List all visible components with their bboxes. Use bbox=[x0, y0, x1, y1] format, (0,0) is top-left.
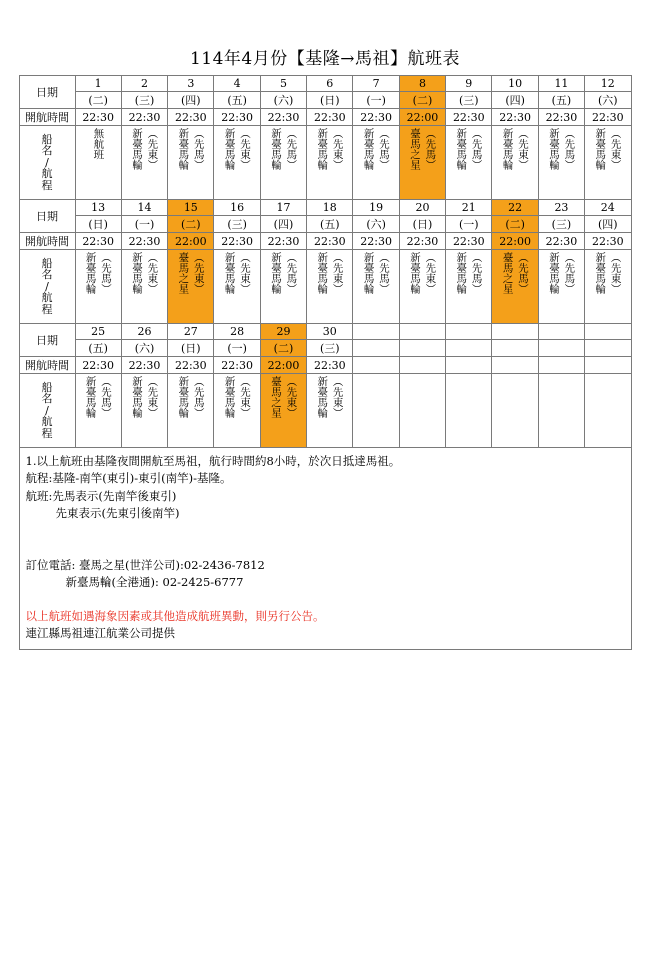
ship-route-cell bbox=[214, 374, 260, 448]
route-direction-text: （先東） bbox=[146, 127, 159, 170]
ship-route-content bbox=[168, 252, 213, 322]
day-number-cell bbox=[492, 324, 538, 340]
ship-route-content bbox=[353, 252, 398, 322]
route-direction-text: （先馬） bbox=[470, 127, 483, 170]
route-direction-text: （先馬） bbox=[470, 251, 483, 294]
flight-schedule-page bbox=[0, 44, 650, 963]
weekday-row bbox=[19, 216, 631, 233]
ship-route-cell bbox=[121, 374, 167, 448]
departure-time-cell: 22:30 bbox=[168, 357, 214, 374]
ship-route-label-char: 船 bbox=[41, 132, 53, 146]
route-direction-text: （先東） bbox=[239, 375, 252, 418]
ship-route-cell bbox=[260, 126, 306, 200]
note-line-4: 先東表示(先東引後南竿) bbox=[55, 506, 180, 521]
weekday-cell: (日) bbox=[75, 216, 121, 233]
weekday-cell bbox=[446, 340, 492, 357]
date-row-label: 日期 bbox=[19, 76, 75, 109]
ship-name-text: 新臺馬輪 bbox=[177, 375, 190, 418]
ship-name-text: 新臺馬輪 bbox=[362, 251, 375, 294]
route-direction-text: （先馬） bbox=[516, 251, 529, 294]
day-number-cell: 8 bbox=[399, 76, 445, 92]
departure-time-cell: 22:00 bbox=[492, 233, 538, 250]
route-direction-text: （先東） bbox=[192, 251, 205, 294]
route-direction-text: （先東） bbox=[331, 127, 344, 170]
ship-name-text: 新臺馬輪 bbox=[455, 127, 468, 170]
departure-time-cell bbox=[353, 357, 399, 374]
day-number-cell bbox=[538, 324, 584, 340]
departure-time-cell: 22:00 bbox=[399, 109, 445, 126]
departure-time-cell: 22:30 bbox=[121, 109, 167, 126]
route-direction-text: （先東） bbox=[146, 375, 159, 418]
date-row bbox=[19, 324, 631, 340]
ship-route-label-char: 船 bbox=[41, 256, 53, 270]
day-number-cell: 28 bbox=[214, 324, 260, 340]
departure-time-cell: 22:30 bbox=[307, 233, 353, 250]
departure-time-row-label: 開航時間 bbox=[19, 109, 75, 126]
departure-time-cell: 22:30 bbox=[307, 109, 353, 126]
departure-time-cell bbox=[585, 357, 631, 374]
day-number-cell: 4 bbox=[214, 76, 260, 92]
ship-route-label-char: 程 bbox=[41, 178, 53, 192]
weekday-cell: (四) bbox=[585, 216, 631, 233]
ship-name-text: 新臺馬輪 bbox=[594, 251, 607, 294]
weekday-cell: (一) bbox=[214, 340, 260, 357]
departure-time-cell: 22:30 bbox=[214, 109, 260, 126]
ship-route-label-char: 航 bbox=[41, 167, 53, 181]
day-number-cell bbox=[399, 324, 445, 340]
departure-time-cell: 22:30 bbox=[307, 357, 353, 374]
ship-name-text: 新臺馬輪 bbox=[130, 127, 143, 170]
day-number-cell: 12 bbox=[585, 76, 631, 92]
ship-route-row bbox=[19, 374, 631, 448]
schedule-table bbox=[19, 75, 632, 448]
weekday-cell: (日) bbox=[307, 92, 353, 109]
ship-route-row bbox=[19, 250, 631, 324]
ship-route-content bbox=[307, 376, 352, 446]
day-number-cell: 26 bbox=[121, 324, 167, 340]
route-direction-text: （先馬） bbox=[378, 251, 390, 294]
weekday-row bbox=[19, 92, 631, 109]
route-direction-text: （先馬） bbox=[424, 127, 437, 170]
note-line-2: 航程:基隆-南竿(東引)-東引(南竿)-基隆。 bbox=[25, 471, 232, 486]
day-number-cell: 11 bbox=[538, 76, 584, 92]
ship-route-label-char: 船 bbox=[41, 380, 53, 394]
ship-route-label-char: 名 bbox=[41, 144, 53, 158]
weekday-cell: (五) bbox=[75, 340, 121, 357]
weekday-cell: (六) bbox=[121, 340, 167, 357]
weekday-cell: (二) bbox=[168, 216, 214, 233]
booking-phone-taimastar: 臺馬之星(世洋公司):02-2436-7812 bbox=[79, 557, 265, 572]
ship-route-cell bbox=[446, 250, 492, 324]
ship-name-text: 新臺馬輪 bbox=[223, 127, 236, 170]
ship-route-row-label bbox=[19, 250, 75, 324]
departure-time-cell: 22:30 bbox=[168, 109, 214, 126]
day-number-cell: 7 bbox=[353, 76, 399, 92]
departure-time-cell: 22:30 bbox=[353, 109, 399, 126]
ship-name-text: 新臺馬輪 bbox=[269, 251, 282, 294]
weekday-cell: (五) bbox=[538, 92, 584, 109]
weekday-cell: (一) bbox=[121, 216, 167, 233]
weekday-cell: (三) bbox=[121, 92, 167, 109]
weekday-cell: (六) bbox=[260, 92, 306, 109]
departure-time-cell: 22:30 bbox=[75, 357, 121, 374]
route-direction-text: （先馬） bbox=[563, 251, 576, 294]
date-row-label: 日期 bbox=[19, 200, 75, 233]
ship-name-text: 新臺馬輪 bbox=[408, 251, 421, 294]
departure-time-cell: 22:30 bbox=[399, 233, 445, 250]
route-direction-text: （先馬） bbox=[100, 251, 113, 294]
ship-route-content bbox=[446, 376, 491, 446]
ship-route-row-label bbox=[19, 374, 75, 448]
departure-time-row bbox=[19, 357, 631, 374]
ship-route-cell bbox=[168, 374, 214, 448]
day-number-cell: 18 bbox=[307, 200, 353, 216]
ship-route-content bbox=[214, 252, 259, 322]
date-row-label: 日期 bbox=[19, 324, 75, 357]
no-service-text: 無航班 bbox=[92, 127, 105, 159]
ship-name-text: 新臺馬輪 bbox=[594, 127, 607, 170]
ship-route-label-char: / bbox=[45, 403, 49, 417]
day-number-cell: 2 bbox=[121, 76, 167, 92]
route-direction-text: （先東） bbox=[239, 127, 252, 170]
ship-route-content bbox=[585, 252, 630, 322]
departure-time-cell: 22:30 bbox=[260, 233, 306, 250]
day-number-cell: 20 bbox=[399, 200, 445, 216]
notes-spacer bbox=[26, 523, 625, 539]
ship-route-content bbox=[492, 376, 537, 446]
departure-time-cell: 22:30 bbox=[260, 109, 306, 126]
page-title: 114年4月份【基隆→馬祖】航班表 bbox=[189, 49, 460, 69]
ship-route-content bbox=[585, 376, 630, 446]
ship-name-text: 新臺馬輪 bbox=[177, 127, 190, 170]
departure-time-cell bbox=[492, 357, 538, 374]
weekday-cell bbox=[538, 340, 584, 357]
schedule-table-body bbox=[19, 76, 631, 448]
weekday-cell: (三) bbox=[307, 340, 353, 357]
ship-route-content bbox=[400, 252, 445, 322]
ship-route-cell bbox=[307, 126, 353, 200]
ship-route-row-label bbox=[19, 126, 75, 200]
day-number-cell: 9 bbox=[446, 76, 492, 92]
ship-route-content bbox=[353, 376, 398, 446]
departure-time-cell: 22:00 bbox=[168, 233, 214, 250]
ship-route-label-char: 航 bbox=[41, 415, 53, 429]
ship-route-cell bbox=[399, 374, 445, 448]
ship-route-content bbox=[446, 252, 491, 322]
route-direction-text: （先東） bbox=[331, 375, 344, 418]
departure-time-cell: 22:30 bbox=[538, 109, 584, 126]
weekday-cell: (二) bbox=[75, 92, 121, 109]
ship-name-text: 新臺馬輪 bbox=[84, 251, 97, 294]
booking-phone-label: 訂位電話: bbox=[25, 557, 76, 572]
ship-route-cell bbox=[446, 374, 492, 448]
departure-time-row-label: 開航時間 bbox=[19, 233, 75, 250]
weekday-cell: (六) bbox=[353, 216, 399, 233]
ship-route-content bbox=[539, 376, 584, 446]
ship-route-cell bbox=[585, 374, 631, 448]
ship-name-text: 新臺馬輪 bbox=[130, 251, 143, 294]
ship-route-content bbox=[122, 376, 167, 446]
ship-route-cell bbox=[353, 126, 399, 200]
ship-route-cell bbox=[168, 126, 214, 200]
day-number-cell bbox=[446, 324, 492, 340]
ship-route-label-char: 名 bbox=[41, 392, 53, 406]
weekday-cell: (二) bbox=[492, 216, 538, 233]
ship-route-cell bbox=[75, 250, 121, 324]
route-direction-text: （先馬） bbox=[192, 127, 205, 170]
ship-route-content bbox=[307, 128, 352, 198]
date-row bbox=[19, 200, 631, 216]
departure-time-cell: 22:30 bbox=[353, 233, 399, 250]
weekday-cell: (五) bbox=[307, 216, 353, 233]
day-number-cell: 15 bbox=[168, 200, 214, 216]
ship-route-cell bbox=[399, 126, 445, 200]
ship-route-content bbox=[76, 376, 121, 446]
ship-name-text: 新臺馬輪 bbox=[316, 127, 329, 170]
route-direction-text: （先東） bbox=[424, 251, 437, 294]
ship-route-cell bbox=[260, 250, 306, 324]
day-number-cell: 29 bbox=[260, 324, 306, 340]
route-direction-text: （先東） bbox=[239, 251, 252, 294]
ship-route-cell bbox=[585, 126, 631, 200]
ship-route-content bbox=[76, 128, 121, 198]
ship-route-label-char: / bbox=[45, 155, 49, 169]
day-number-cell: 17 bbox=[260, 200, 306, 216]
ship-route-content bbox=[122, 252, 167, 322]
ship-route-content bbox=[168, 128, 213, 198]
weekday-cell: (二) bbox=[399, 92, 445, 109]
booking-phone-row bbox=[26, 557, 625, 574]
ship-route-content bbox=[400, 128, 445, 198]
day-number-cell: 16 bbox=[214, 200, 260, 216]
ship-route-content bbox=[492, 252, 537, 322]
weekday-cell: (四) bbox=[260, 216, 306, 233]
weekday-cell: (日) bbox=[168, 340, 214, 357]
departure-time-cell: 22:30 bbox=[585, 109, 631, 126]
notes-spacer-3 bbox=[26, 592, 625, 608]
departure-time-cell: 22:30 bbox=[75, 109, 121, 126]
ship-route-cell bbox=[492, 374, 538, 448]
ship-route-content bbox=[585, 128, 630, 198]
ship-name-text: 新臺馬輪 bbox=[501, 127, 514, 170]
ship-route-cell bbox=[492, 250, 538, 324]
day-number-cell bbox=[353, 324, 399, 340]
departure-time-row bbox=[19, 233, 631, 250]
ship-route-cell bbox=[492, 126, 538, 200]
ship-route-content bbox=[539, 128, 584, 198]
weekday-row bbox=[19, 340, 631, 357]
route-direction-text: （先東） bbox=[331, 251, 344, 294]
weekday-cell: (一) bbox=[353, 92, 399, 109]
ship-route-cell bbox=[121, 126, 167, 200]
day-number-cell: 13 bbox=[75, 200, 121, 216]
route-direction-text: （先東） bbox=[609, 127, 622, 170]
route-direction-text: （先馬） bbox=[100, 375, 113, 418]
ship-route-cell bbox=[353, 250, 399, 324]
ship-route-cell bbox=[214, 250, 260, 324]
day-number-cell: 21 bbox=[446, 200, 492, 216]
ship-route-cell bbox=[538, 126, 584, 200]
ship-name-text: 新臺馬輪 bbox=[223, 251, 236, 294]
departure-time-cell: 22:00 bbox=[260, 357, 306, 374]
departure-time-cell: 22:30 bbox=[446, 233, 492, 250]
ship-route-content bbox=[446, 128, 491, 198]
ship-route-content bbox=[492, 128, 537, 198]
weekday-cell: (三) bbox=[214, 216, 260, 233]
ship-route-content bbox=[307, 252, 352, 322]
weekday-cell bbox=[399, 340, 445, 357]
ship-route-cell bbox=[307, 250, 353, 324]
ship-route-cell bbox=[168, 250, 214, 324]
ship-route-cell bbox=[399, 250, 445, 324]
ship-name-text: 新臺馬輪 bbox=[316, 375, 329, 418]
departure-time-cell bbox=[538, 357, 584, 374]
ship-route-content bbox=[214, 128, 259, 198]
ship-route-content bbox=[261, 128, 306, 198]
day-number-cell bbox=[585, 324, 631, 340]
ship-route-cell bbox=[585, 250, 631, 324]
weekday-cell: (五) bbox=[214, 92, 260, 109]
ship-route-cell bbox=[214, 126, 260, 200]
day-number-cell: 25 bbox=[75, 324, 121, 340]
notes-spacer-2 bbox=[26, 539, 625, 555]
ship-name-text: 新臺馬輪 bbox=[547, 127, 560, 170]
ship-route-row bbox=[19, 126, 631, 200]
day-number-cell: 5 bbox=[260, 76, 306, 92]
route-direction-text: （先馬） bbox=[285, 127, 298, 170]
ship-route-cell bbox=[353, 374, 399, 448]
route-direction-text: （先東） bbox=[609, 251, 622, 294]
ship-route-cell bbox=[446, 126, 492, 200]
ship-name-text: 臺馬之星 bbox=[269, 375, 282, 418]
departure-time-cell: 22:30 bbox=[121, 357, 167, 374]
departure-time-cell bbox=[446, 357, 492, 374]
ship-route-content bbox=[168, 376, 213, 446]
ship-route-content bbox=[353, 128, 398, 198]
ship-name-text: 新臺馬輪 bbox=[130, 375, 143, 418]
day-number-cell: 6 bbox=[307, 76, 353, 92]
weekday-cell bbox=[585, 340, 631, 357]
day-number-cell: 1 bbox=[75, 76, 121, 92]
day-number-cell: 23 bbox=[538, 200, 584, 216]
departure-time-cell: 22:30 bbox=[492, 109, 538, 126]
route-direction-text: （先馬） bbox=[192, 375, 205, 418]
ship-name-text: 新臺馬輪 bbox=[84, 375, 97, 418]
weekday-cell: (六) bbox=[585, 92, 631, 109]
ship-route-cell bbox=[307, 374, 353, 448]
weather-warning-text: 以上航班如遇海象因素或其他造成航班異動，則另行公告。 bbox=[25, 608, 325, 623]
day-number-cell: 14 bbox=[121, 200, 167, 216]
ship-route-cell bbox=[75, 374, 121, 448]
booking-phone-xintaima: 新臺馬輪(全港通): 02-2425-6777 bbox=[65, 575, 244, 590]
ship-name-text: 新臺馬輪 bbox=[455, 251, 468, 294]
ship-name-text: 臺馬之星 bbox=[177, 251, 190, 294]
ship-name-text: 新臺馬輪 bbox=[223, 375, 236, 418]
weekday-cell: (三) bbox=[446, 92, 492, 109]
departure-time-cell: 22:30 bbox=[585, 233, 631, 250]
ship-route-content bbox=[122, 128, 167, 198]
weekday-cell bbox=[353, 340, 399, 357]
route-direction-text: （先東） bbox=[516, 127, 529, 170]
weekday-cell: (二) bbox=[260, 340, 306, 357]
day-number-cell: 19 bbox=[353, 200, 399, 216]
departure-time-cell: 22:30 bbox=[75, 233, 121, 250]
ship-route-label-char: / bbox=[45, 279, 49, 293]
route-direction-text: （先馬） bbox=[378, 127, 390, 170]
ship-route-label-char: 程 bbox=[41, 302, 53, 316]
day-number-cell: 24 bbox=[585, 200, 631, 216]
weekday-cell: (日) bbox=[399, 216, 445, 233]
ship-name-text: 臺馬之星 bbox=[408, 127, 421, 170]
departure-time-cell bbox=[399, 357, 445, 374]
ship-route-content bbox=[76, 252, 121, 322]
day-number-cell: 30 bbox=[307, 324, 353, 340]
day-number-cell: 10 bbox=[492, 76, 538, 92]
note-line-3: 航班:先馬表示(先南竿後東引) bbox=[25, 488, 177, 503]
departure-time-row-label: 開航時間 bbox=[19, 357, 75, 374]
ship-route-label-char: 名 bbox=[41, 268, 53, 282]
note-line-1: 1.以上航班由基隆夜間開航至馬祖，航行時間約8小時，於次日抵達馬祖。 bbox=[25, 454, 401, 468]
ship-route-content bbox=[261, 376, 306, 446]
weekday-cell: (四) bbox=[492, 92, 538, 109]
ship-name-text: 新臺馬輪 bbox=[316, 251, 329, 294]
ship-name-text: 新臺馬輪 bbox=[362, 127, 375, 170]
weekday-cell: (三) bbox=[538, 216, 584, 233]
ship-route-cell bbox=[260, 374, 306, 448]
day-number-cell: 22 bbox=[492, 200, 538, 216]
weekday-cell bbox=[492, 340, 538, 357]
ship-route-content bbox=[214, 376, 259, 446]
ship-route-label-char: 航 bbox=[41, 291, 53, 305]
departure-time-cell: 22:30 bbox=[121, 233, 167, 250]
ship-route-content bbox=[539, 252, 584, 322]
ship-route-content bbox=[400, 376, 445, 446]
departure-time-cell: 22:30 bbox=[446, 109, 492, 126]
route-direction-text: （先東） bbox=[285, 375, 298, 418]
ship-name-text: 臺馬之星 bbox=[501, 251, 514, 294]
route-direction-text: （先馬） bbox=[285, 251, 298, 294]
day-number-cell: 3 bbox=[168, 76, 214, 92]
ship-route-cell bbox=[75, 126, 121, 200]
ship-name-text: 新臺馬輪 bbox=[269, 127, 282, 170]
ship-route-label-char: 程 bbox=[41, 426, 53, 440]
ship-route-cell bbox=[121, 250, 167, 324]
ship-name-text: 新臺馬輪 bbox=[547, 251, 560, 294]
ship-route-content bbox=[261, 252, 306, 322]
ship-route-cell bbox=[538, 250, 584, 324]
date-row bbox=[19, 76, 631, 92]
day-number-cell: 27 bbox=[168, 324, 214, 340]
notes-section bbox=[19, 448, 632, 650]
route-direction-text: （先東） bbox=[146, 251, 159, 294]
departure-time-row bbox=[19, 109, 631, 126]
departure-time-cell: 22:30 bbox=[214, 233, 260, 250]
provider-text: 連江縣馬祖連江航業公司提供 bbox=[25, 626, 175, 641]
weekday-cell: (四) bbox=[168, 92, 214, 109]
ship-route-cell bbox=[538, 374, 584, 448]
departure-time-cell: 22:30 bbox=[214, 357, 260, 374]
route-direction-text: （先馬） bbox=[563, 127, 576, 170]
departure-time-cell: 22:30 bbox=[538, 233, 584, 250]
weekday-cell: (一) bbox=[446, 216, 492, 233]
